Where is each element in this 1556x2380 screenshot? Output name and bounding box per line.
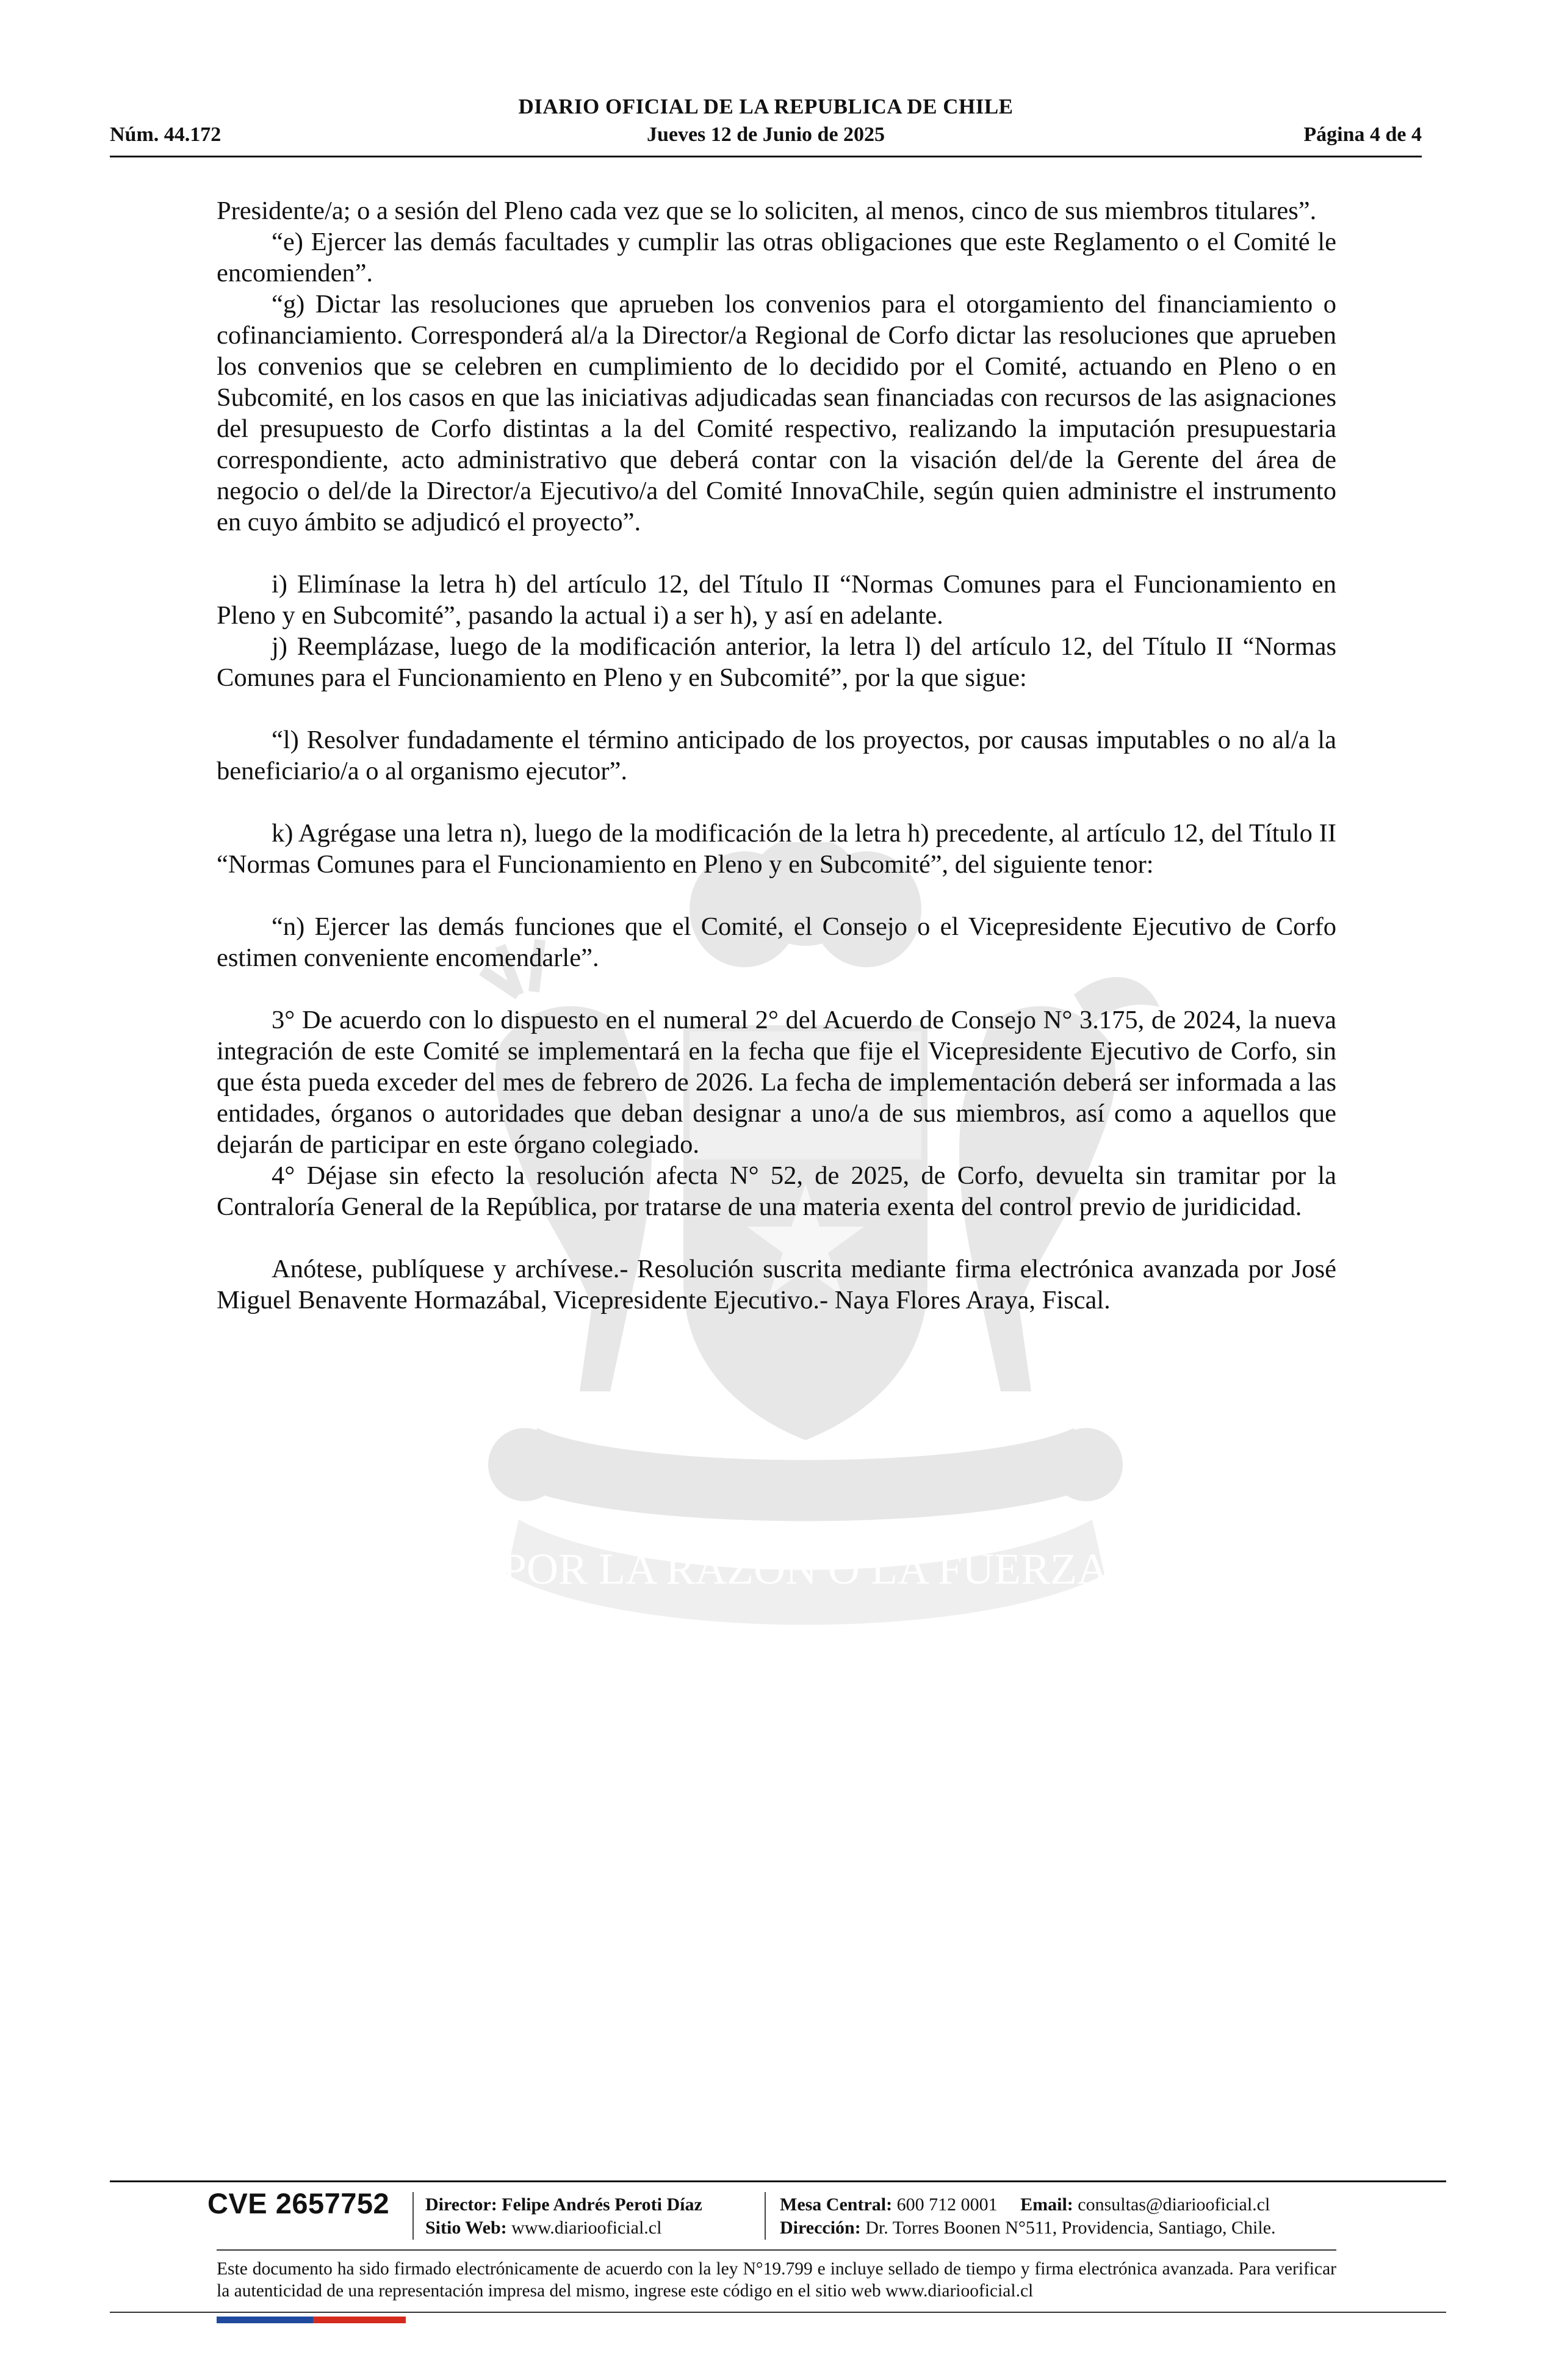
flag-blue-segment	[217, 2317, 313, 2323]
paragraph: Anótese, publíquese y archívese.- Resolución suscrita mediante firma electrónica avanzada por José Miguel Benavente Hormazábal, Vicepresidente Ejecutivo.- Naya Flores Araya, Fiscal.	[217, 1255, 1336, 1314]
website-label: Sitio Web:	[425, 2218, 507, 2238]
paragraph: Presidente/a; o a sesión del Pleno cada vez que se lo soliciten, al menos, cinco de sus miembros titulares”.	[217, 197, 1317, 225]
footer-divider-top	[110, 2180, 1446, 2182]
watermark-motto: POR LA RAZON O LA FUERZA	[502, 1545, 1109, 1593]
director-name: Felipe Andrés Peroti Díaz	[502, 2194, 702, 2215]
director-label: Director:	[425, 2194, 497, 2215]
phone-value: 600 712 0001	[896, 2194, 998, 2215]
publication-title: DIARIO OFICIAL DE LA REPUBLICA DE CHILE	[518, 95, 1014, 118]
footer-contact-right	[780, 2193, 1276, 2240]
paragraph: “g) Dictar las resoluciones que aprueben los convenios para el otorgamiento del financiamiento o cofinanciamiento. Corresponderá al/a la Director/a Regional de Corfo dictar las resoluciones que aprueben los convenios que se celebren en cumplimiento de lo decidido por el Comité, actuando en Pleno o en Subcomité, en los casos en que las iniciativas adjudicadas sean financiadas con recursos de las asignaciones del presupuesto de Corfo distintas a la del Comité respectivo, realizando la imputación presupuestaria correspondiente, acto administrativo que deberá contar con la visación del/de la Gerente del área de negocio o del/de la Director/a Ejecutivo/a del Comité InnovaChile, según quien administre el instrumento en cuyo ámbito se adjudicó el proyecto”.	[217, 290, 1336, 536]
footer-divider-mid	[217, 2249, 1336, 2251]
header-divider	[110, 156, 1422, 157]
page-number: Página 4 de 4	[1303, 123, 1422, 146]
email-label: Email:	[1020, 2194, 1073, 2215]
footer-divider-bottom	[110, 2312, 1446, 2313]
footer-separator	[765, 2192, 766, 2240]
issue-number: Núm. 44.172	[110, 123, 222, 146]
flag-color-bar	[217, 2317, 406, 2323]
phone-label: Mesa Central:	[780, 2194, 893, 2215]
address-label: Dirección:	[780, 2218, 861, 2238]
footer-separator	[412, 2192, 414, 2240]
paragraph: “e) Ejercer las demás facultades y cumplir las otras obligaciones que este Reglamento o el Comité le encomienden”.	[217, 228, 1336, 287]
page-header	[110, 92, 1422, 159]
address-value: Dr. Torres Boonen N°511, Providencia, Santiago, Chile.	[865, 2218, 1276, 2238]
document-body	[217, 195, 1336, 1316]
electronic-signature-notice: Este documento ha sido firmado electrónicamente de acuerdo con la ley N°19.799 e incluye sellado de tiempo y firma electrónica avanzada. Para verificar la autenticidad de una representación impresa del mismo, ingrese este código en el sitio web www.diariooficial.cl	[217, 2259, 1336, 2301]
email-link[interactable]: consultas@diariooficial.cl	[1078, 2194, 1270, 2215]
paragraph: 4° Déjase sin efecto la resolución afecta N° 52, de 2025, de Corfo, devuelta sin tramitar por la Contraloría General de la República, por tratarse de una materia exenta del control previo de juridicidad.	[217, 1161, 1336, 1221]
issue-date: Jueves 12 de Junio de 2025	[646, 123, 885, 146]
website-link[interactable]: www.diariooficial.cl	[511, 2218, 662, 2238]
paragraph: “l) Resolver fundadamente el término anticipado de los proyectos, por causas imputables o no al/a la beneficiario/a o al organismo ejecutor”.	[217, 726, 1336, 785]
paragraph: k) Agrégase una letra n), luego de la modificación de la letra h) precedente, al artículo 12, del Título II “Normas Comunes para el Funcionamiento en Pleno y en Subcomité”, del siguiente tenor:	[217, 819, 1336, 879]
paragraph: “n) Ejercer las demás funciones que el Comité, el Consejo o el Vicepresidente Ejecutivo de Corfo estimen conveniente encomendarle”.	[217, 912, 1336, 972]
cve-code: CVE 2657752	[207, 2187, 390, 2220]
paragraph: i) Elimínase la letra h) del artículo 12, del Título II “Normas Comunes para el Funcionamiento en Pleno y en Subcomité”, pasando la actual i) a ser h), y así en adelante.	[217, 570, 1336, 630]
paragraph: j) Reemplázase, luego de la modificación anterior, la letra l) del artículo 12, del Título II “Normas Comunes para el Funcionamiento en Pleno y en Subcomité”, por la que sigue:	[217, 632, 1336, 692]
footer-contact-left	[425, 2193, 702, 2240]
paragraph: 3° De acuerdo con lo dispuesto en el numeral 2° del Acuerdo de Consejo N° 3.175, de 2024, la nueva integración de este Comité se implementará en la fecha que fije el Vicepresidente Ejecutivo de Corfo, sin que ésta pueda exceder del mes de febrero de 2026. La fecha de implementación deberá ser informada a las entidades, órganos o autoridades que deban designar a uno/a de sus miembros, así como a aquellos que dejarán de participar en este órgano colegiado.	[217, 1006, 1336, 1159]
flag-red-segment	[313, 2317, 406, 2323]
